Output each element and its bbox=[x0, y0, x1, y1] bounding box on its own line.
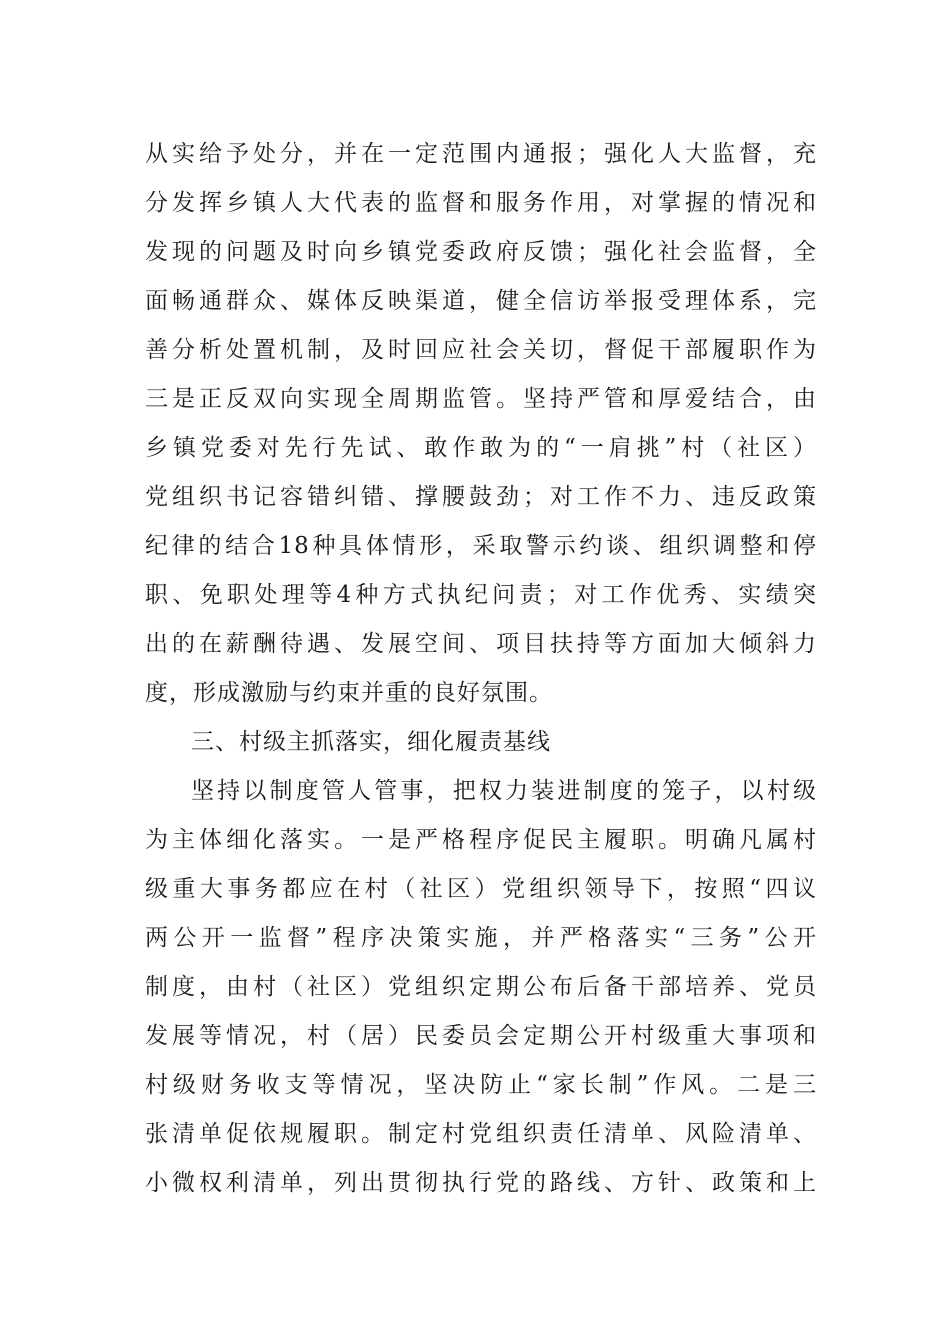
text-line: 纪律的结合18种具体情形，采取警示约谈、组织调整和停 bbox=[145, 533, 817, 559]
text-line: 从实给予处分，并在一定范围内通报；强化人大监督，充 bbox=[145, 141, 817, 167]
text-line: 乡镇党委对先行先试、敢作敢为的“一肩挑”村（社区） bbox=[145, 435, 817, 461]
text-line: 三是正反双向实现全周期监管。坚持严管和厚爱结合，由 bbox=[145, 386, 817, 412]
text-line: 善分析处置机制，及时回应社会关切，督促干部履职作为 bbox=[145, 337, 817, 363]
section-heading: 三、村级主抓落实，细化履责基线 bbox=[191, 729, 551, 755]
text-line: 职、免职处理等4种方式执纪问责；对工作优秀、实绩突 bbox=[145, 582, 817, 608]
text-line: 面畅通群众、媒体反映渠道，健全信访举报受理体系，完 bbox=[145, 288, 817, 314]
text-line: 小微权利清单，列出贯彻执行党的路线、方针、政策和上 bbox=[145, 1170, 817, 1196]
text-line: 坚持以制度管人管事，把权力装进制度的笼子，以村级 bbox=[191, 778, 817, 804]
text-line: 出的在薪酬待遇、发展空间、项目扶持等方面加大倾斜力 bbox=[145, 631, 817, 657]
text-line: 制度，由村（社区）党组织定期公布后备干部培养、党员 bbox=[145, 974, 817, 1000]
text-line: 发展等情况，村（居）民委员会定期公开村级重大事项和 bbox=[145, 1023, 817, 1049]
text-line: 村级财务收支等情况，坚决防止“家长制”作风。二是三 bbox=[145, 1072, 817, 1098]
text-line: 度，形成激励与约束并重的良好氛围。 bbox=[145, 680, 553, 706]
text-line: 为主体细化落实。一是严格程序促民主履职。明确凡属村 bbox=[145, 827, 817, 853]
text-line: 两公开一监督”程序决策实施，并严格落实“三务”公开 bbox=[145, 925, 817, 951]
text-line: 分发挥乡镇人大代表的监督和服务作用，对掌握的情况和 bbox=[145, 190, 817, 216]
text-line: 张清单促依规履职。制定村党组织责任清单、风险清单、 bbox=[145, 1121, 817, 1147]
text-line: 党组织书记容错纠错、撑腰鼓劲；对工作不力、违反政策 bbox=[145, 484, 817, 510]
text-line: 发现的问题及时向乡镇党委政府反馈；强化社会监督，全 bbox=[145, 239, 817, 265]
text-line: 级重大事务都应在村（社区）党组织领导下，按照“四议 bbox=[145, 876, 817, 902]
